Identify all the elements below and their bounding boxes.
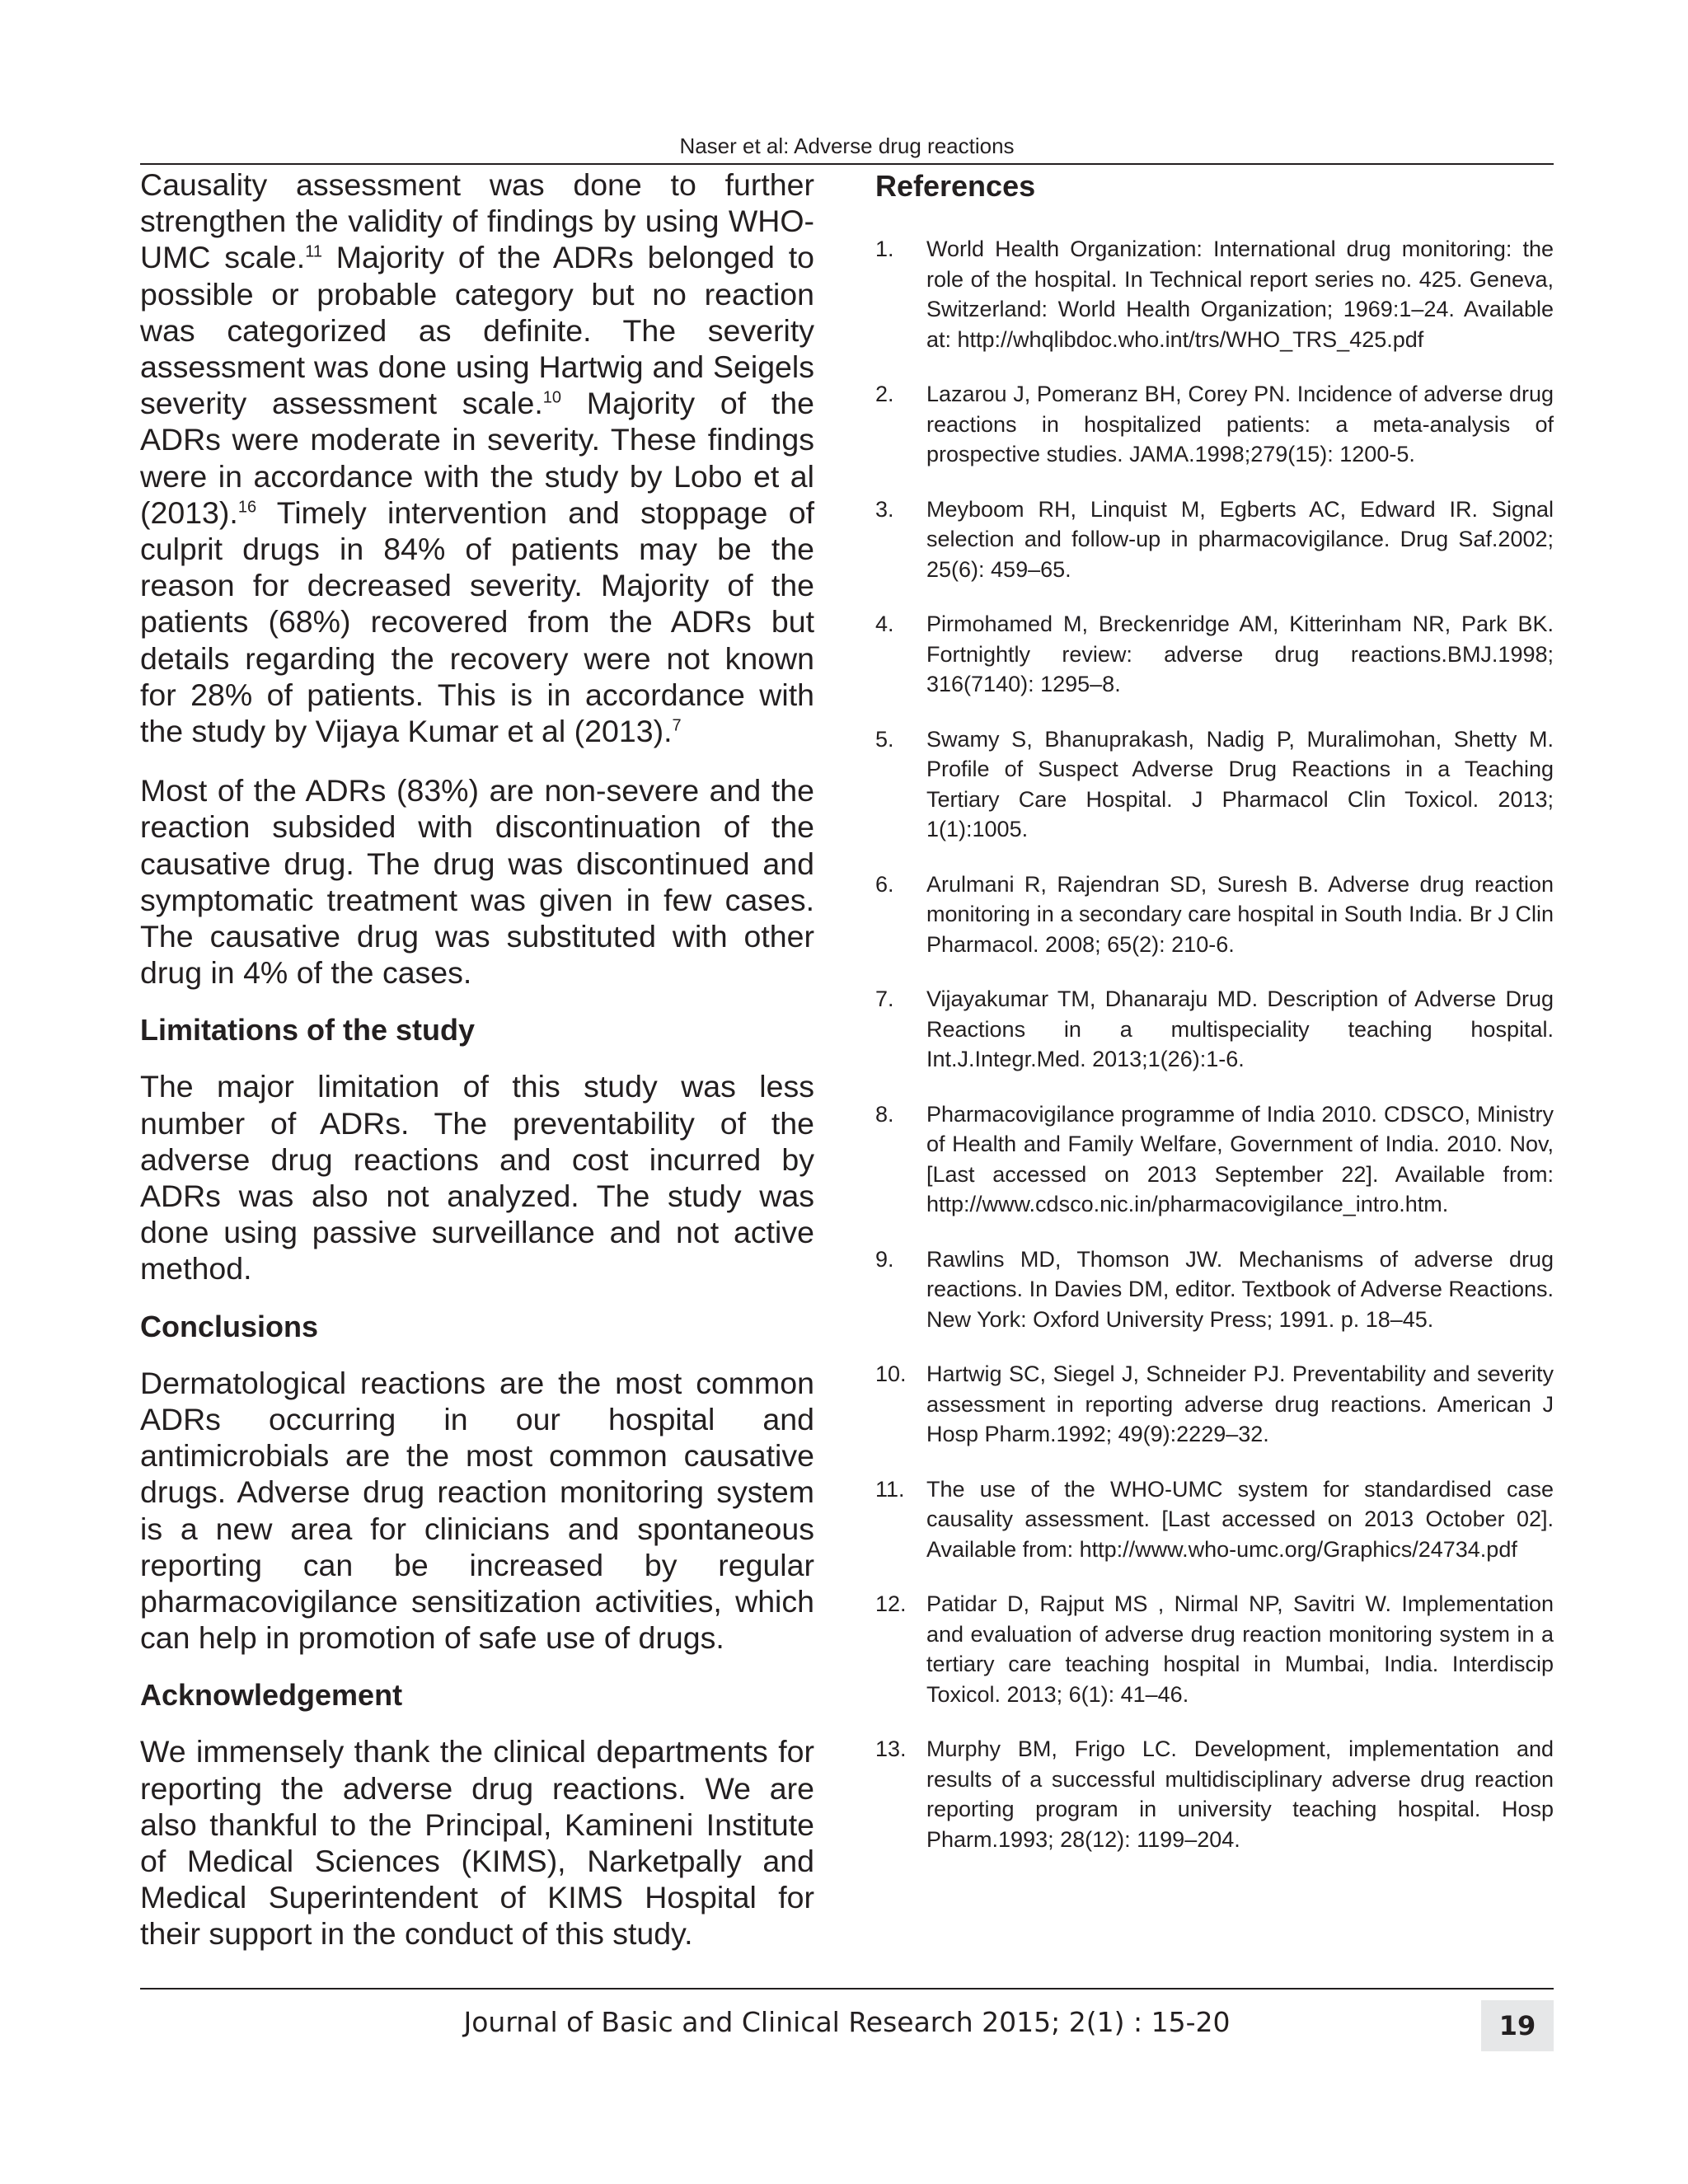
- reference-number: 13.: [875, 1736, 907, 1761]
- reference-number: 10.: [875, 1361, 907, 1386]
- reference-text: World Health Organization: International drug monitoring: the role of the hospital. In Technical report series no. 425. Geneva, Switzerland: World Health Organization; 1969:1–24. Available at: http://whqlibdoc.who.int/trs/WHO_TRS_425.pdf: [926, 237, 1554, 352]
- references-column: [875, 163, 1554, 1879]
- reference-text: Patidar D, Rajput MS , Nirmal NP, Savitri W. Implementation and evaluation of adverse drug reaction monitoring system in a tertiary care teaching hospital in Mumbai, India. Interdiscip Toxicol. 2013; 6(1): 41–46.: [926, 1591, 1554, 1707]
- reference-text: Rawlins MD, Thomson JW. Mechanisms of adverse drug reactions. In Davies DM, editor. Textbook of Adverse Reactions. New York: Oxford University Press; 1991. p. 18–45.: [926, 1246, 1554, 1332]
- text-segment: Causality assessment was done to further strengthen the validity of findings by using WHO-UMC scale.: [140, 167, 814, 275]
- reference-item: [875, 869, 1554, 960]
- reference-text: Arulmani R, Rajendran SD, Suresh B. Adverse drug reaction monitoring in a secondary care hospital in South India. Br J Clin Pharmacol. 2008; 65(2): 210-6.: [926, 871, 1554, 957]
- left-column: [140, 166, 814, 1952]
- reference-number: 3.: [875, 496, 894, 522]
- limitations-text: The major limitation of this study was less number of ADRs. The preventability of the adverse drug reactions and cost incurred by ADRs was also not analyzed. The study was done using passive surveillance and not active method.: [140, 1069, 814, 1286]
- reference-text: Murphy BM, Frigo LC. Development, implementation and results of a successful multidisciplinary adverse drug reaction reporting program in university teaching hospital. Hosp Pharm.1993; 28(12): 1199–204.: [926, 1736, 1554, 1852]
- reference-item: [875, 1099, 1554, 1220]
- footer-journal-citation: Journal of Basic and Clinical Research 2015; 2(1) : 15-20: [463, 2006, 1231, 2038]
- reference-number: 6.: [875, 871, 894, 897]
- reference-text: Swamy S, Bhanuprakash, Nadig P, Muralimohan, Shetty M. Profile of Suspect Adverse Drug Reactions in a Teaching Tertiary Care Hospital. J Pharmacol Clin Toxicol. 2013; 1(1):1005.: [926, 726, 1554, 841]
- citation-superscript: 11: [305, 242, 322, 261]
- footer-divider: [140, 1988, 1554, 1990]
- reference-item: [875, 494, 1554, 585]
- reference-text: Pharmacovigilance programme of India 2010. CDSCO, Ministry of Health and Family Welfare, Government of India. 2010. Nov, [Last accessed on 2013 September 22]. Available from: http://www.cdsco.nic.in/pharmacovigilance_intro.htm.: [926, 1101, 1554, 1216]
- reference-item: [875, 1474, 1554, 1565]
- reference-number: 9.: [875, 1246, 894, 1272]
- conclusions-text: Dermatological reactions are the most common ADRs occurring in our hospital and antimicrobials are the most common causative drugs. Adverse drug reaction monitoring system is a new area for clinicians and spontaneous reporting can be increased by regular pharmacovigilance sensitization activities, which can help in promotion of safe use of drugs.: [140, 1365, 814, 1656]
- reference-item: [875, 1359, 1554, 1450]
- limitations-heading: Limitations of the study: [140, 1013, 476, 1047]
- reference-text: Vijayakumar TM, Dhanaraju MD. Description of Adverse Drug Reactions in a multispeciality teaching hospital. Int.J.Integr.Med. 2013;1(26):1-6.: [926, 987, 1554, 1071]
- discussion-paragraph-1: [140, 166, 814, 749]
- acknowledgement-text: We immensely thank the clinical departments for reporting the adverse drug reactions. We are also thankful to the Principal, Kamineni Institute of Medical Sciences (KIMS), Narketpally and Medical Superintendent of KIMS Hospital for their support in the conduct of this study.: [140, 1734, 814, 1952]
- citation-superscript: 16: [237, 498, 257, 517]
- citation-superscript: 10: [542, 388, 562, 407]
- text-segment: Majority of the ADRs belonged to possible or probable category but no reaction was categorized as definite. The severity assessment was done using Hartwig and Seigels severity assessment scale.: [140, 240, 815, 421]
- text-segment: Majority of the ADRs were moderate in severity. These findings were in accordance with the study by Lobo et al (2013).: [140, 386, 815, 530]
- reference-item: [875, 724, 1554, 845]
- reference-text: Lazarou J, Pomeranz BH, Corey PN. Incidence of adverse drug reactions in hospitalized patients: a meta-analysis of prospective studies. JAMA.1998;279(15): 1200-5.: [926, 382, 1554, 466]
- reference-text: The use of the WHO-UMC system for standardised case causality assessment. [Last accessed on 2013 October 02]. Available from: http://www.who-umc.org/Graphics/24734.pdf: [926, 1476, 1554, 1562]
- reference-text: Meyboom RH, Linquist M, Egberts AC, Edward IR. Signal selection and follow-up in pharmacovigilance. Drug Saf.2002; 25(6): 459–65.: [926, 496, 1554, 582]
- reference-number: 4.: [875, 612, 894, 636]
- reference-item: [875, 609, 1554, 700]
- reference-number: 12.: [875, 1591, 907, 1616]
- reference-item: [875, 1589, 1554, 1709]
- reference-number: 8.: [875, 1101, 894, 1127]
- discussion-paragraph-2: Most of the ADRs (83%) are non-severe and the reaction subsided with discontinuation of the causative drug. The drug was discontinued and symptomatic treatment was given in few cases. The causative drug was substituted with other drug in 4% of the cases.: [140, 773, 814, 991]
- reference-number: 1.: [875, 237, 894, 261]
- reference-item: [875, 984, 1554, 1075]
- references-heading: References: [875, 169, 1036, 203]
- reference-number: 7.: [875, 987, 894, 1011]
- reference-item: [875, 1734, 1554, 1854]
- acknowledgement-heading: Acknowledgement: [140, 1678, 403, 1713]
- conclusions-heading: Conclusions: [140, 1309, 319, 1343]
- running-head: Naser et al: Adverse drug reactions: [679, 134, 1015, 158]
- text-segment: Timely intervention and stoppage of culprit drugs in 84% of patients may be the reason for decreased severity. Majority of the patients (68%) recovered from the ADRs but details regarding the recovery were not known for 28% of patients. This is in accordance with the study by Vijaya Kumar et al (2013).: [140, 494, 814, 749]
- page-number: 19: [1481, 2000, 1554, 2051]
- reference-text: Hartwig SC, Siegel J, Schneider PJ. Preventability and severity assessment in reporting adverse drug reactions. American J Hosp Pharm.1992; 49(9):2229–32.: [926, 1361, 1554, 1446]
- reference-item: [875, 234, 1554, 354]
- citation-superscript: 7: [672, 716, 682, 735]
- reference-number: 2.: [875, 382, 894, 406]
- reference-number: 11.: [875, 1476, 905, 1502]
- reference-number: 5.: [875, 726, 894, 752]
- reference-text: Pirmohamed M, Breckenridge AM, Kitterinham NR, Park BK. Fortnightly review: adverse drug reactions.BMJ.1998; 316(7140): 1295–8.: [926, 612, 1554, 696]
- reference-item: [875, 1244, 1554, 1335]
- reference-item: [875, 379, 1554, 470]
- reference-list: [875, 234, 1554, 1854]
